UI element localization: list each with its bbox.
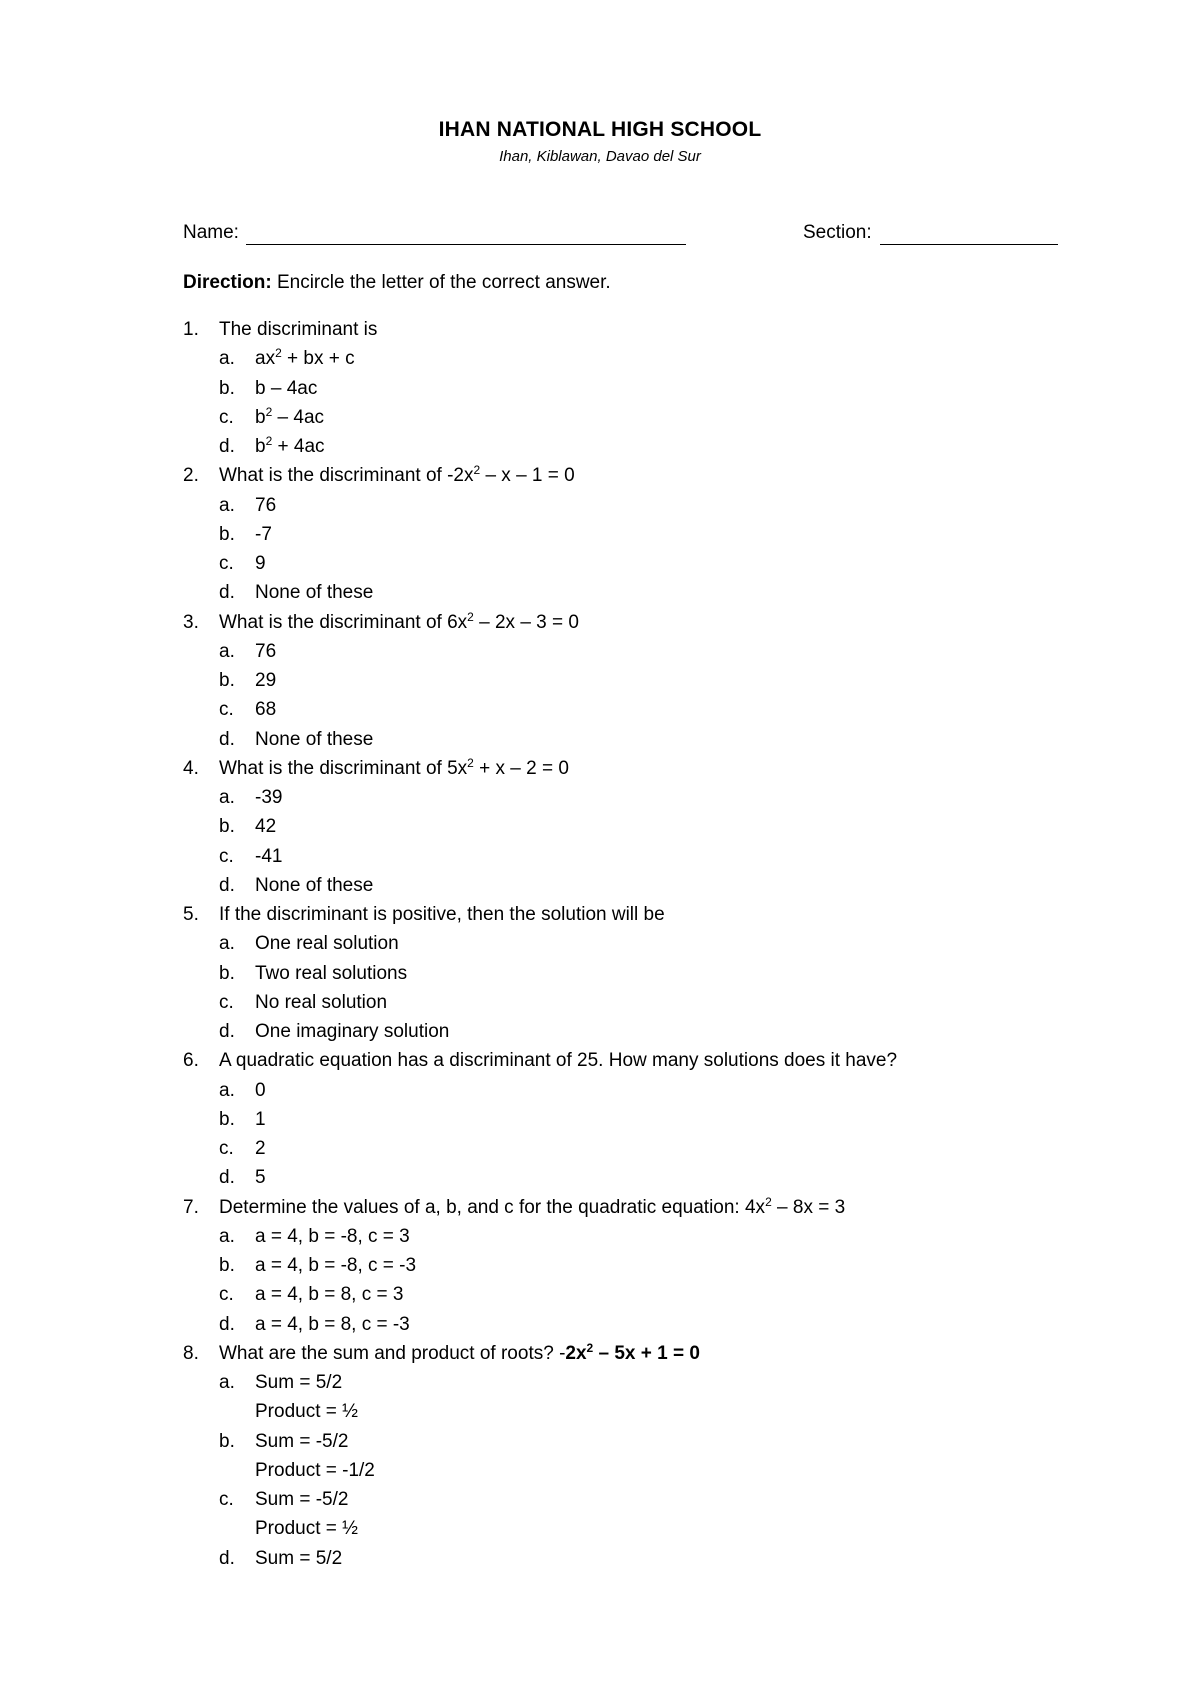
- question-list: [183, 315, 1083, 1573]
- name-section-row: [183, 222, 1063, 250]
- question-text: A quadratic equation has a discriminant of 25. How many solutions does it have?: [219, 1050, 898, 1072]
- option-text: 5: [255, 1167, 266, 1189]
- option-text: -41: [255, 845, 283, 867]
- answer-option[interactable]: [183, 1310, 1083, 1339]
- option-text: $b^2 + 4ac$: [255, 434, 325, 457]
- question-text: What are the sum and product of roots? $-2x^2 - 5x + 1 = 0$: [219, 1340, 700, 1364]
- option-letter[interactable]: b.: [219, 1255, 235, 1276]
- header: [0, 118, 1200, 165]
- question-1: [183, 315, 1083, 344]
- option-text: 42: [255, 816, 277, 838]
- answer-option[interactable]: [183, 1163, 1083, 1192]
- option-letter[interactable]: a.: [219, 1372, 235, 1393]
- question-7: [183, 1193, 1083, 1222]
- question-number: 5.: [183, 904, 199, 925]
- question-number: 3.: [183, 611, 199, 633]
- section-label: Section:: [803, 222, 872, 243]
- option-letter[interactable]: c.: [219, 1489, 234, 1510]
- question-text: Determine the values of a, b, and c for the quadratic equation: $4x^2 - 8x = 3$: [219, 1194, 846, 1218]
- answer-option[interactable]: [183, 1427, 1083, 1456]
- answer-option[interactable]: [183, 783, 1083, 812]
- option-letter[interactable]: b.: [219, 962, 235, 984]
- answer-option[interactable]: [183, 403, 1083, 432]
- option-letter[interactable]: d.: [219, 728, 235, 750]
- option-text: Two real solutions: [255, 962, 408, 984]
- option-letter[interactable]: c.: [219, 553, 234, 574]
- answer-option[interactable]: [183, 578, 1083, 607]
- question-text: The discriminant is: [219, 319, 378, 340]
- option-letter[interactable]: c.: [219, 991, 234, 1013]
- option-extra-text: Product = -1/2: [255, 1459, 375, 1481]
- option-text: One imaginary solution: [255, 1021, 450, 1042]
- answer-option[interactable]: [183, 637, 1083, 666]
- option-letter[interactable]: d.: [219, 582, 235, 604]
- answer-option[interactable]: [183, 1105, 1083, 1134]
- option-text: b – 4ac: [255, 377, 318, 399]
- question-2: [183, 461, 1083, 490]
- option-letter[interactable]: d.: [219, 1313, 235, 1335]
- answer-option[interactable]: [183, 1017, 1083, 1046]
- option-letter[interactable]: a.: [219, 348, 235, 370]
- question-text: What is the discriminant of $6x^2 - 2x - 3 = 0$: [219, 609, 579, 633]
- option-text: -39: [255, 787, 283, 808]
- option-text: 76: [255, 494, 277, 516]
- option-text: a = 4, b = -8, c = -3: [255, 1255, 417, 1276]
- name-blank-line[interactable]: [246, 244, 686, 245]
- option-letter[interactable]: c.: [219, 406, 234, 428]
- option-text: 1: [255, 1108, 266, 1130]
- option-letter[interactable]: a.: [219, 933, 235, 955]
- option-letter[interactable]: d.: [219, 1021, 235, 1042]
- option-letter[interactable]: a.: [219, 640, 235, 662]
- answer-option[interactable]: [183, 1251, 1083, 1280]
- option-text: 0: [255, 1079, 266, 1101]
- option-text: 76: [255, 640, 277, 662]
- answer-option[interactable]: [183, 549, 1083, 578]
- option-text: No real solution: [255, 991, 388, 1013]
- question-3: [183, 608, 1083, 637]
- option-text: Sum = 5/2: [255, 1547, 343, 1569]
- question-4: [183, 754, 1083, 783]
- option-text: $b^2 - 4ac$: [255, 404, 325, 428]
- option-text: One real solution: [255, 933, 399, 955]
- option-text: None of these: [255, 874, 374, 896]
- answer-option[interactable]: [183, 666, 1083, 695]
- direction-text: Encircle the letter of the correct answer.: [271, 272, 611, 293]
- option-letter[interactable]: b.: [219, 670, 235, 691]
- question-5: [183, 900, 1083, 929]
- option-text: Sum = -5/2: [255, 1430, 349, 1452]
- question-number: 7.: [183, 1196, 199, 1218]
- option-letter[interactable]: a.: [219, 1225, 235, 1247]
- option-letter[interactable]: b.: [219, 523, 235, 545]
- option-text: -7: [255, 523, 272, 545]
- answer-option[interactable]: [183, 1544, 1083, 1573]
- answer-option[interactable]: [183, 812, 1083, 841]
- option-text: $ax^2$ + bx + c: [255, 346, 355, 370]
- option-letter[interactable]: c.: [219, 699, 234, 721]
- answer-option[interactable]: [183, 929, 1083, 958]
- option-letter[interactable]: a.: [219, 787, 235, 808]
- answer-option[interactable]: [183, 959, 1083, 988]
- answer-option[interactable]: [183, 1134, 1083, 1163]
- option-text: Sum = 5/2: [255, 1372, 343, 1393]
- answer-option[interactable]: [183, 520, 1083, 549]
- name-label: Name:: [183, 222, 239, 243]
- answer-option[interactable]: [183, 1368, 1083, 1397]
- answer-option[interactable]: [183, 871, 1083, 900]
- direction-label: Direction:: [183, 272, 272, 293]
- option-letter[interactable]: d.: [219, 436, 235, 457]
- option-text: a = 4, b = 8, c = -3: [255, 1313, 410, 1335]
- option-text: 68: [255, 699, 277, 721]
- option-letter[interactable]: a.: [219, 1079, 235, 1101]
- option-letter[interactable]: b.: [219, 377, 235, 399]
- option-letter[interactable]: c.: [219, 845, 234, 867]
- question-number: 4.: [183, 757, 199, 779]
- option-letter[interactable]: c.: [219, 1284, 234, 1306]
- question-8: [183, 1339, 1083, 1368]
- school-name: IHAN NATIONAL HIGH SCHOOL: [438, 118, 762, 141]
- option-text: a = 4, b = -8, c = 3: [255, 1225, 410, 1247]
- answer-option[interactable]: [183, 1280, 1083, 1309]
- answer-option[interactable]: [183, 725, 1083, 754]
- answer-option[interactable]: [183, 695, 1083, 724]
- answer-option[interactable]: [183, 842, 1083, 871]
- option-letter[interactable]: c.: [219, 1138, 234, 1159]
- option-letter[interactable]: b.: [219, 816, 235, 838]
- option-continuation: [183, 1514, 1083, 1543]
- option-extra-text: Product = ½: [255, 1518, 358, 1540]
- option-continuation: [183, 1397, 1083, 1426]
- option-text: 9: [255, 553, 266, 574]
- school-address: Ihan, Kiblawan, Davao del Sur: [499, 148, 701, 165]
- answer-option[interactable]: [183, 491, 1083, 520]
- answer-option[interactable]: [183, 1485, 1083, 1514]
- answer-option[interactable]: [183, 432, 1083, 461]
- option-text: 2: [255, 1138, 266, 1159]
- option-extra-text: Product = ½: [255, 1401, 358, 1423]
- option-text: Sum = -5/2: [255, 1489, 349, 1510]
- answer-option[interactable]: [183, 374, 1083, 403]
- direction: [183, 272, 611, 294]
- question-number: 8.: [183, 1342, 199, 1364]
- option-text: None of these: [255, 582, 374, 604]
- section-blank-line[interactable]: [880, 244, 1058, 245]
- question-6: [183, 1046, 1083, 1075]
- answer-option[interactable]: [183, 1222, 1083, 1251]
- option-text: None of these: [255, 728, 374, 750]
- question-number: 1.: [183, 319, 199, 340]
- question-number: 2.: [183, 465, 199, 487]
- answer-option[interactable]: [183, 344, 1083, 373]
- question-text: If the discriminant is positive, then the solution will be: [219, 904, 665, 925]
- option-text: a = 4, b = 8, c = 3: [255, 1284, 404, 1306]
- option-continuation: [183, 1456, 1083, 1485]
- option-letter[interactable]: d.: [219, 1547, 235, 1569]
- answer-option[interactable]: [183, 988, 1083, 1017]
- option-letter[interactable]: b.: [219, 1108, 235, 1130]
- option-letter[interactable]: d.: [219, 874, 235, 896]
- option-letter[interactable]: a.: [219, 494, 235, 516]
- question-text: What is the discriminant of $5x^2 + x - 2 = 0$: [219, 755, 569, 779]
- option-text: 29: [255, 670, 277, 691]
- question-number: 6.: [183, 1050, 199, 1072]
- option-letter[interactable]: d.: [219, 1167, 235, 1189]
- answer-option[interactable]: [183, 1076, 1083, 1105]
- option-letter[interactable]: b.: [219, 1430, 235, 1452]
- question-text: What is the discriminant of $-2x^2 - x - 1 = 0$: [219, 463, 575, 487]
